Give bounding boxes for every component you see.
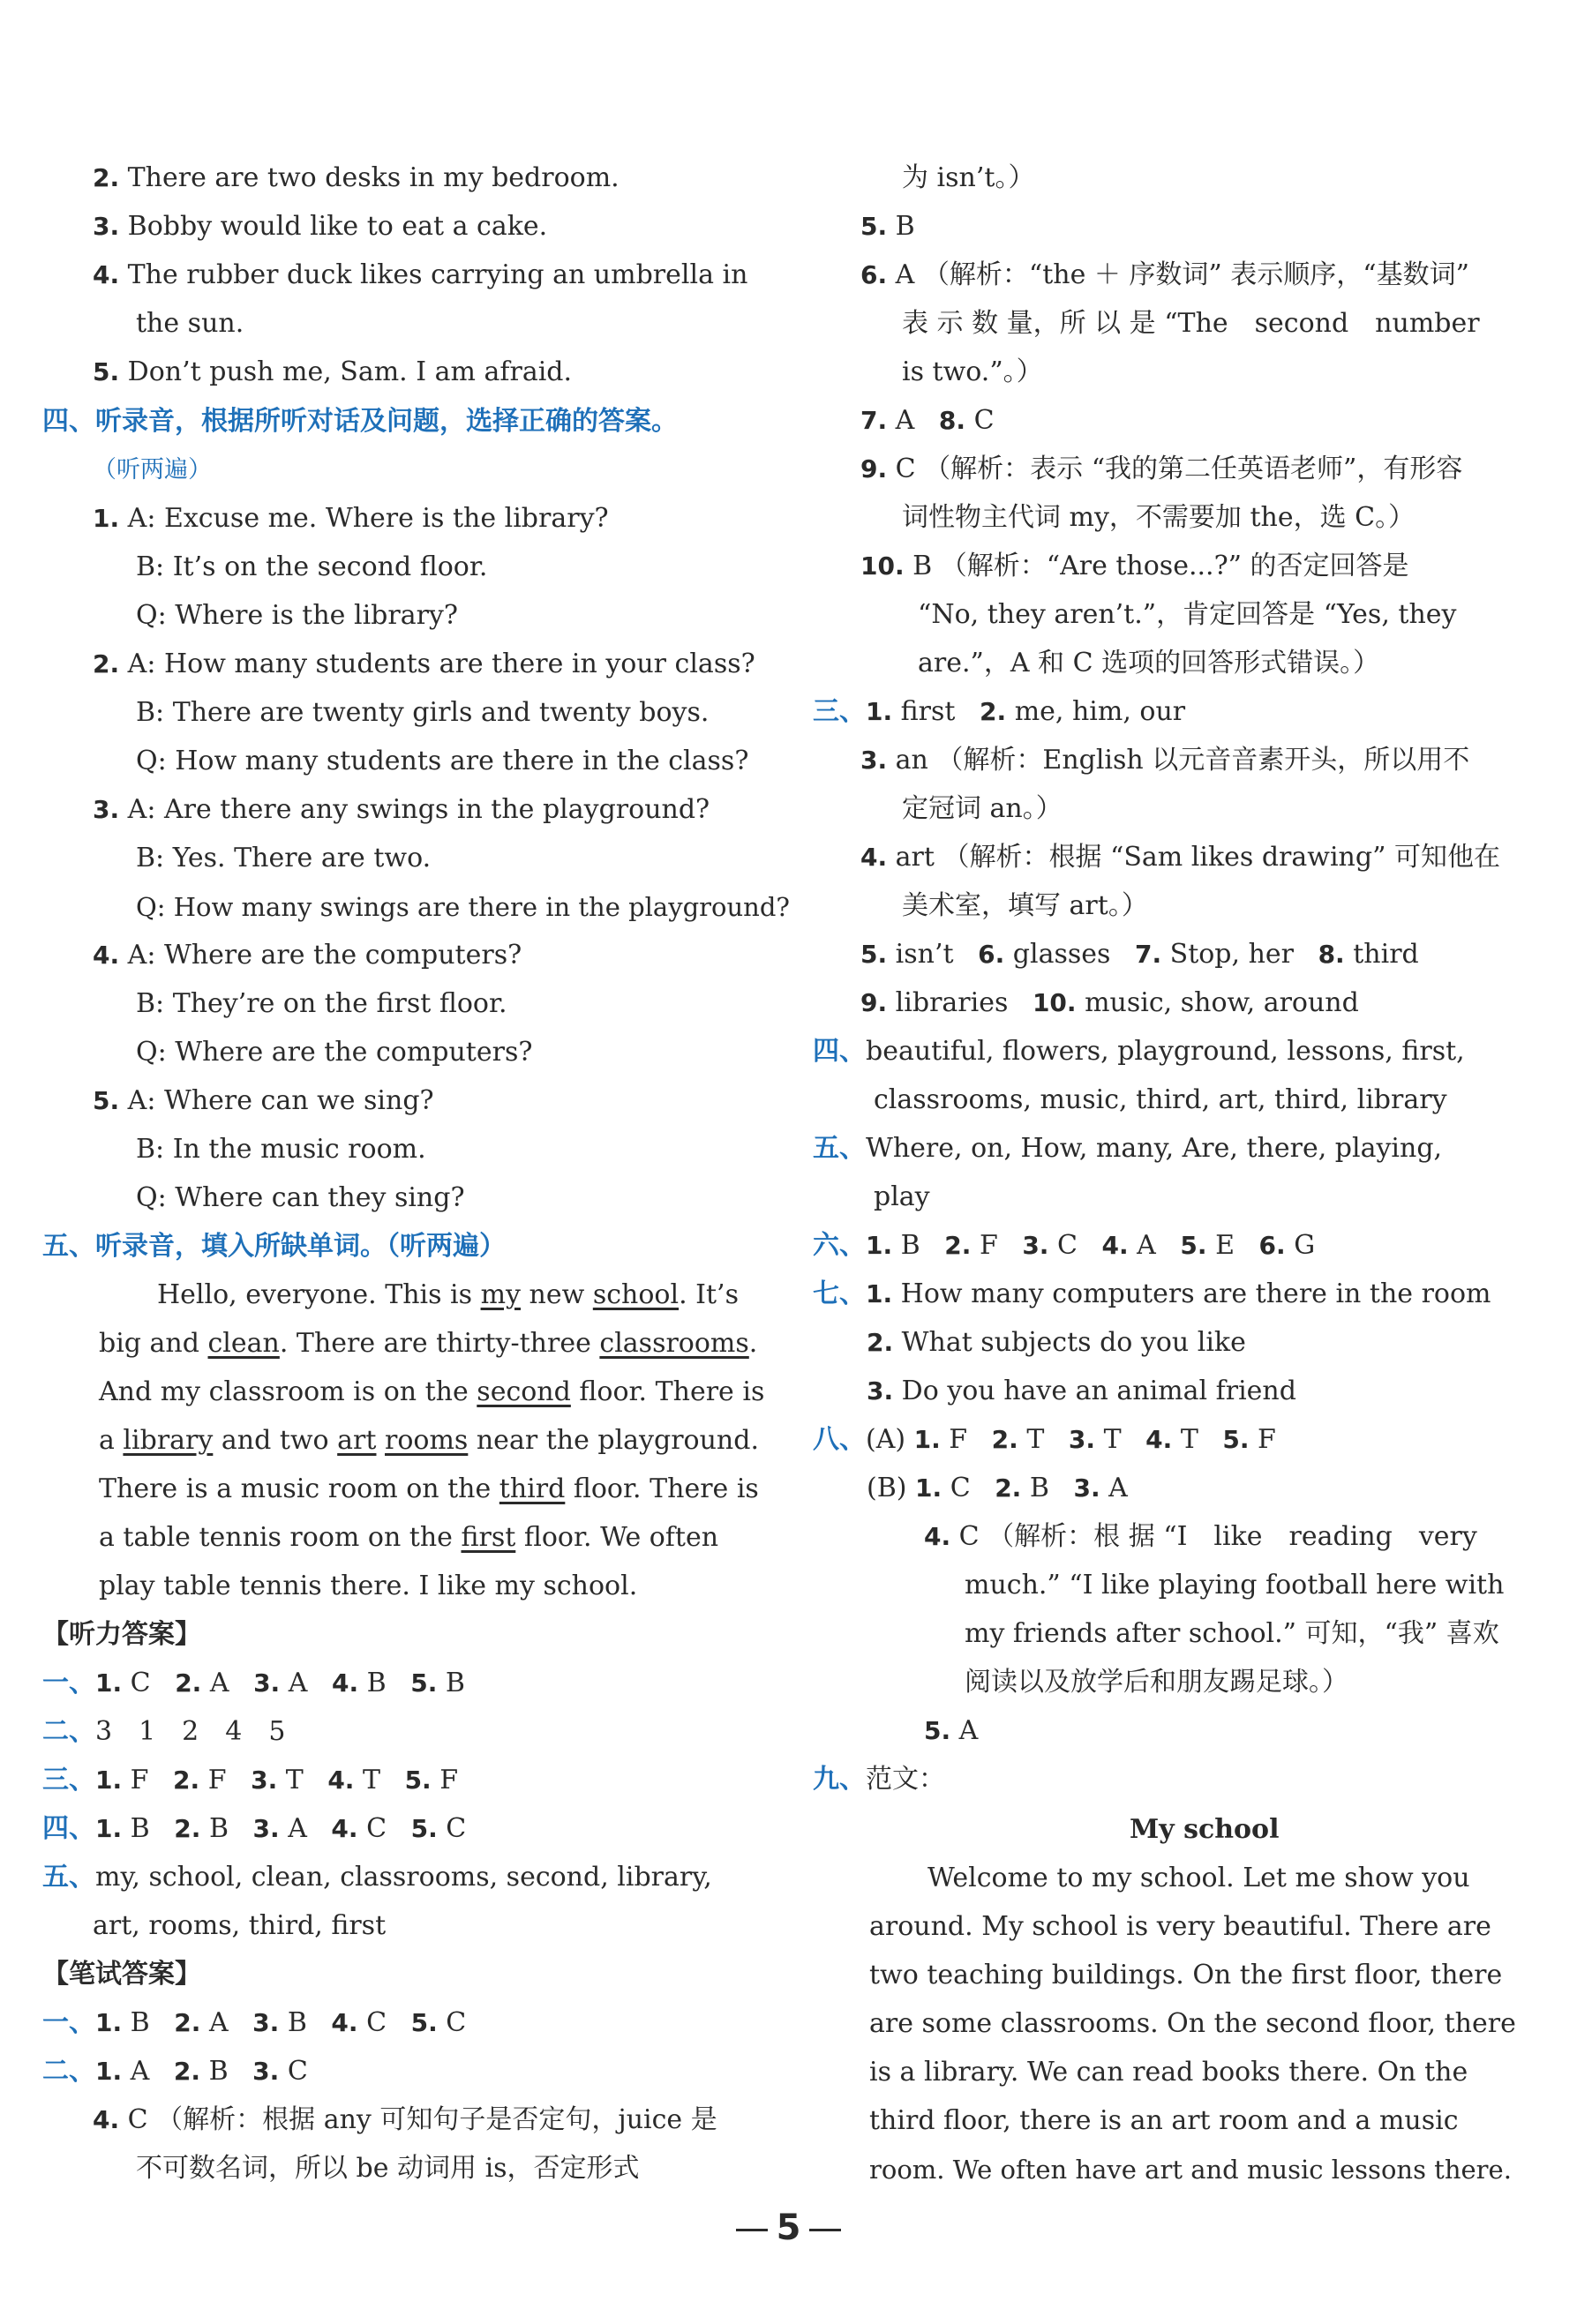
dialogue-line: Q: Where can they sing? (136, 1182, 465, 1213)
dialogue-line: B: There are twenty girls and twenty boys. (136, 697, 710, 728)
answer-row: 五、Where, on, How, many, Are, there, playing, (813, 1133, 1443, 1164)
answer-row: play (874, 1181, 930, 1212)
answer-line: 3. an （解析：English 以元音音素开头，所以用不 (860, 745, 1470, 776)
filled-word: second (477, 1376, 571, 1407)
filled-word: clean (207, 1328, 280, 1359)
answer-line: 3. Bobby would like to eat a cake. (93, 211, 548, 242)
answer-row: classrooms, music, third, art, third, library (874, 1084, 1447, 1115)
dialogue-line: 5. A: Where can we sing? (93, 1085, 434, 1116)
dialogue-line: 4. A: Where are the computers? (93, 940, 522, 971)
dialogue-line: 3. A: Are there any swings in the playground? (93, 794, 710, 825)
passage-line: big and clean. There are thirty-three classrooms. (99, 1328, 758, 1359)
passage-line: Hello, everyone. This is my new school. It’s (157, 1279, 739, 1310)
answer-line: is two.”。） (902, 356, 1043, 387)
answer-line: the sun. (136, 308, 244, 339)
dialogue-line: 2. A: How many students are there in your class? (93, 648, 755, 679)
answer-row: 四、beautiful, flowers, playground, lessons, first, (813, 1036, 1465, 1067)
answer-line: 10. B （解析：“Are those...?” 的否定回答是 (860, 551, 1409, 581)
dialogue-line: Q: Where is the library? (136, 600, 458, 631)
dialogue-line: Q: Where are the computers? (136, 1037, 533, 1068)
answer-row: 二、1. A 2. B 3. C (42, 2056, 308, 2087)
answer-line: 美术室，填写 art。） (902, 890, 1148, 921)
answer-line: 为 isn’t。） (902, 162, 1035, 193)
answer-row: 5. isn’t 6. glasses 7. Stop, her 8. third (860, 939, 1419, 970)
answer-line: 4. C （解析：根 据 “I like reading very (924, 1521, 1477, 1552)
answer-line: 5. B (860, 211, 915, 242)
answer-row: 九、范文： (813, 1764, 945, 1795)
dialogue-line: B: In the music room. (136, 1134, 426, 1165)
listening-answers-header: 【听力答案】 (42, 1619, 201, 1650)
answer-line: 七、1. How many computers are there in the room (813, 1278, 1491, 1309)
answer-row: art, rooms, third, first (93, 1910, 387, 1941)
filled-word: my (480, 1279, 521, 1310)
filled-word: school (592, 1279, 680, 1310)
passage-line: There is a music room on the third floor. There is (99, 1473, 759, 1504)
filled-word: rooms (385, 1425, 469, 1456)
essay-line: room. We often have art and music lessons there. (869, 2155, 1512, 2185)
passage-line: play table tennis there. I like my school. (99, 1571, 638, 1601)
essay-line: around. My school is very beautiful. There are (869, 1911, 1491, 1942)
answer-line: 2. What subjects do you like (867, 1327, 1246, 1358)
answer-row: 六、1. B 2. F 3. C 4. A 5. E 6. G (813, 1230, 1316, 1261)
essay-line: Welcome to my school. Let me show you (927, 1863, 1470, 1893)
essay-line: are some classrooms. On the second floor, there (869, 2008, 1516, 2039)
answer-line: 9. C （解析：表示 “我的第二任英语老师”，有形容 (860, 454, 1463, 484)
answer-line: 不可数名词，所以 be 动词用 is，否定形式 (136, 2153, 640, 2184)
answer-line: 词性物主代词 my，不需要加 the，选 C。） (902, 502, 1416, 533)
answer-row: 一、1. C 2. A 3. A 4. B 5. B (42, 1668, 465, 1698)
passage-line: a library and two art rooms near the playground. (99, 1425, 759, 1456)
answer-line: 定冠词 an。） (902, 793, 1063, 824)
answer-row: 五、my, school, clean, classrooms, second, library, (42, 1862, 712, 1893)
answer-line: 4. C （解析：根据 any 可知句子是否定句，juice 是 (93, 2104, 717, 2135)
answer-line: 表 示 数 量，所 以 是 “The second number (902, 308, 1480, 339)
answer-row: 一、1. B 2. A 3. B 4. C 5. C (42, 2007, 467, 2038)
answer-row: 八、(A) 1. F 2. T 3. T 4. T 5. F (813, 1424, 1276, 1455)
section-heading: 四、听录音，根据所听对话及问题，选择正确的答案。 (42, 406, 678, 437)
dialogue-line: B: Yes. There are two. (136, 843, 432, 873)
essay-line: two teaching buildings. On the first floor, there (869, 1960, 1503, 1990)
answer-row: 三、1. first 2. me, him, our (813, 696, 1186, 727)
answer-row: (B) 1. C 2. B 3. A (867, 1473, 1128, 1503)
answer-line: are.”，A 和 C 选项的回答形式错误。） (918, 648, 1380, 678)
essay-line: is a library. We can read books there. On the (869, 2057, 1468, 2088)
answer-line: much.” “I like playing football here with (965, 1570, 1505, 1601)
answer-line: 4. The rubber duck likes carrying an umbrella in (93, 259, 748, 290)
answer-line: 5. Don’t push me, Sam. I am afraid. (93, 356, 573, 387)
answer-row: 四、1. B 2. B 3. A 4. C 5. C (42, 1813, 467, 1844)
section-note: （听两遍） (93, 456, 212, 484)
section-heading: 五、听录音，填入所缺单词。（听两遍） (42, 1231, 506, 1262)
answer-line: 阅读以及放学后和朋友踢足球。） (965, 1667, 1348, 1698)
answer-line: 6. A （解析：“the ＋ 序数词” 表示顺序，“基数词” (860, 259, 1469, 290)
answer-line: 3. Do you have an animal friend (867, 1376, 1296, 1406)
essay-line: third floor, there is an art room and a music (869, 2105, 1459, 2136)
dialogue-line: Q: How many students are there in the class? (136, 746, 749, 776)
dialogue-line: Q: How many swings are there in the playground? (136, 892, 790, 922)
filled-word: third (499, 1473, 566, 1504)
answer-line: “No, they aren’t.”，肯定回答是 “Yes, they (918, 599, 1457, 630)
page-number: 5 (0, 2206, 1577, 2250)
essay-title: My school (1130, 1814, 1280, 1845)
answer-line: 5. A (924, 1715, 979, 1746)
answer-row: 二、3 1 2 4 5 (42, 1716, 286, 1747)
answer-row: 7. A 8. C (860, 405, 995, 436)
dialogue-line: B: It’s on the second floor. (136, 551, 488, 582)
filled-word: first (461, 1522, 516, 1553)
answer-line: my friends after school.” 可知，“我” 喜欢 (965, 1618, 1499, 1649)
filled-word: art (337, 1425, 377, 1456)
answer-line: 2. There are two desks in my bedroom. (93, 162, 620, 193)
filled-word: classrooms (599, 1328, 749, 1359)
answer-line: 4. art （解析：根据 “Sam likes drawing” 可知他在 (860, 842, 1500, 873)
dialogue-line: B: They’re on the first floor. (136, 988, 507, 1019)
written-answers-header: 【笔试答案】 (42, 1959, 201, 1990)
dialogue-line: 1. A: Excuse me. Where is the library? (93, 503, 609, 534)
passage-line: a table tennis room on the first floor. We often (99, 1522, 719, 1553)
filled-word: library (123, 1425, 214, 1456)
answer-row: 三、1. F 2. F 3. T 4. T 5. F (42, 1765, 459, 1795)
answer-row: 9. libraries 10. music, show, around (860, 987, 1359, 1018)
passage-line: And my classroom is on the second floor. There is (99, 1376, 765, 1407)
